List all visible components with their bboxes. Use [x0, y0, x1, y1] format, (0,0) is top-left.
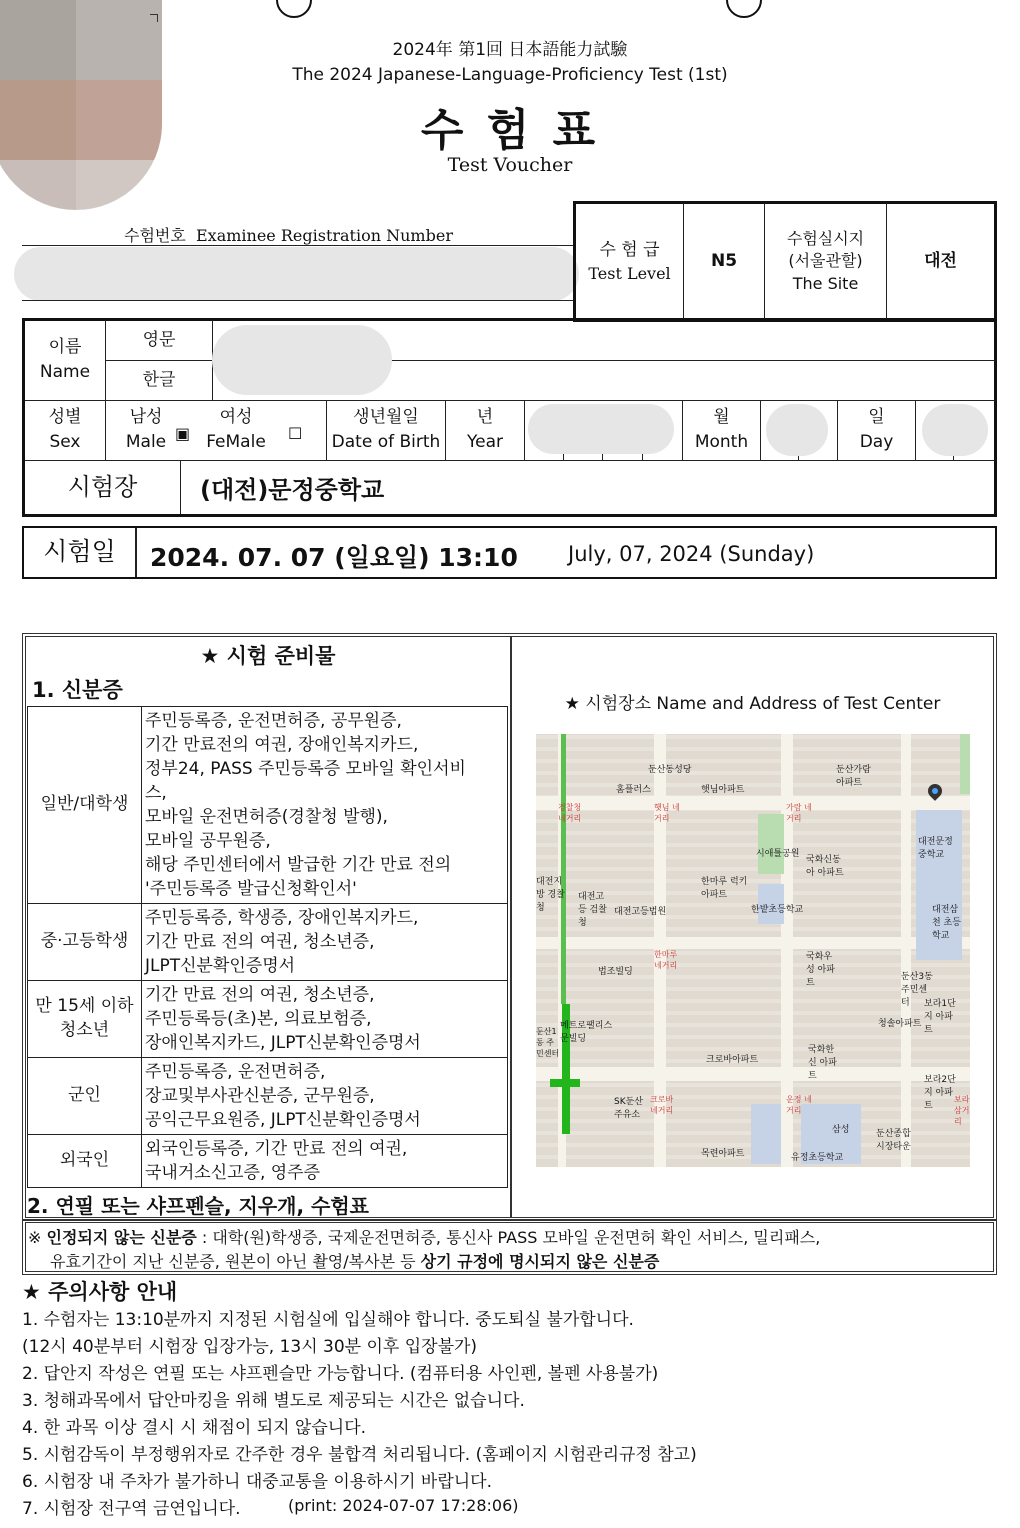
id-desc-student: 주민등록증, 학생증, 장애인복지카드, 기간 만료 전의 여권, 청소년증, JLPT신분확인증명서: [145, 908, 419, 976]
registration-underline-top: [22, 245, 574, 246]
sex-label: 성별 Sex: [48, 406, 82, 452]
id-category-general: 일반/대학생: [28, 707, 142, 903]
print-timestamp: (print: 2024-07-07 17:28:06): [288, 1496, 519, 1515]
page-subtitle: Test Voucher: [447, 154, 573, 176]
birth-month-blurred: [766, 404, 828, 456]
birth-day-blurred: [922, 404, 988, 456]
birth-label: 생년월일 Date of Birth: [331, 406, 441, 452]
id-desc-foreigner: 외국인등록증, 기간 만료 전의 여권, 국내거소신고증, 영주증: [145, 1139, 408, 1183]
notice-item: 4. 한 과목 이상 결시 시 채점이 되지 않습니다.: [22, 1418, 367, 1438]
test-center-map[interactable]: 둔산동성당 홈플러스 햇님아파트 둔산가람 아파트 경찰청 네거리 햇님 네거리 가람 네거리 대전문정 중학교 시애틀공원 한마루 럭키아파트 한밭초등학교 국화신동아 아파트 대전고등 검찰청 대전고등법원 대전삼천 초등학교 대전지방 경찰청 법조빌딩 한마루 네거리 국화우성 아파트 둔산3동 주민센터 보라1단지 아파트 청솔아파트 메트로팰리스 문빌딩 둔산1동 주민센터 크로바아파트 국화한신 아파트 보라2단지 아파트 SK둔산 주유소 크로바 네거리 운정 네거리 삼성 둔산종합 시장타운 목련아파트 유정초등학교 보라 삼거리: [536, 734, 970, 1167]
name-label: 이름 Name: [39, 336, 91, 382]
notices-title: ★ 주의사항 안내: [22, 1280, 178, 1304]
test-level-label: 수 험 급 Test Level: [588, 239, 671, 284]
id-category-student: 중·고등학생: [28, 904, 142, 980]
registration-number-blurred: [14, 247, 579, 301]
test-level-value: N5: [710, 251, 738, 272]
notice-item: 6. 시험장 내 주차가 불가하니 대중교통을 이용하시기 바랍니다.: [22, 1472, 492, 1492]
test-site-value: 대전: [924, 251, 957, 272]
name-korean-label: 한글: [142, 370, 176, 391]
notice-item: (12시 40분부터 시험장 입장가능, 13시 30분 이후 입장불가): [22, 1337, 478, 1357]
notice-item: 7. 시험장 전구역 금연입니다.: [22, 1499, 241, 1519]
venue-label: 시험장: [67, 473, 138, 502]
photo-frame-mark: [150, 14, 158, 22]
punch-hole-right: [726, 0, 762, 18]
name-english-label: 영문: [142, 329, 176, 350]
punch-hole-left: [276, 0, 312, 18]
notice-item: 5. 시험감독이 부정행위자로 간주한 경우 불합격 처리됩니다. (홈페이지 시험관리규정 참고): [22, 1445, 697, 1465]
exam-date-value: 2024. 07. 07 (일요일) 13:10: [150, 543, 518, 572]
id-category-foreigner: 외국인: [28, 1135, 142, 1187]
sex-male-label: 남성 Male: [125, 406, 167, 452]
name-value-blurred: [212, 325, 392, 395]
notice-item: 2. 답안지 작성은 연필 또는 샤프펜슬만 가능합니다. (컴퓨터용 사인펜, 볼펜 사용불가): [22, 1364, 659, 1384]
id-desc-youth: 기간 만료 전의 여권, 청소년증, 주민등록등(초)본, 의료보험증, 장애인복지카드, JLPT신분확인증명서: [145, 985, 421, 1053]
birth-month-label: 월 Month: [694, 406, 749, 452]
id-desc-general: 주민등록증, 운전면허증, 공무원증, 기간 만료전의 여권, 장애인복지카드, 정부24, PASS 주민등록증 모바일 확인서비 스, 모바일 운전면허증(경찰청 발행), 모바일 공무원증, 해당 주민센터에서 발급한 기간 만료 전의 '주민등록증 발급신청확인서': [145, 711, 466, 899]
page-title: 수 험 표: [420, 105, 600, 156]
sex-female-checkbox[interactable]: ☐: [288, 424, 303, 443]
notice-item: 1. 수험자는 13:10분까지 지정된 시험실에 입실해야 합니다. 중도퇴실 불가합니다.: [22, 1310, 634, 1330]
birth-year-blurred: [528, 404, 674, 454]
sex-female-label: 여성 FeMale: [206, 406, 266, 452]
header-line2: The 2024 Japanese-Language-Proficiency Test (1st): [292, 65, 728, 85]
exam-date-label: 시험일: [43, 537, 116, 567]
section-supplies-title: 2. 연필 또는 샤프펜슬, 지우개, 수험표: [27, 1194, 370, 1218]
registration-underline-bottom: [22, 300, 574, 301]
sex-male-checkbox[interactable]: ▣: [175, 424, 191, 443]
preparation-title: ★ 시험 준비물: [200, 644, 336, 668]
map-title: ★ 시험장소 Name and Address of Test Center: [564, 694, 941, 714]
id-category-military: 군인: [28, 1058, 142, 1134]
exam-date-english: July, 07, 2024 (Sunday): [568, 542, 815, 566]
id-desc-military: 주민등록증, 운전면허증, 장교및부사관신분증, 군무원증, 공익근무요원증, JLPT신분확인증명서: [145, 1062, 421, 1130]
test-site-label: 수험실시지 (서울관할) The Site: [786, 228, 865, 293]
birth-year-label: 년 Year: [467, 406, 503, 452]
not-accepted-line2: 유효기간이 지난 신분증, 원본이 아닌 촬영/복사본 등 상기 규정에 명시되지 않은 신분증: [50, 1252, 660, 1271]
birth-day-label: 일 Day: [859, 406, 894, 452]
section-id-title: 1. 신분증: [32, 678, 123, 702]
not-accepted-line1: ※ 인정되지 않는 신분증 : 대학(원)학생증, 국제운전면허증, 통신사 PASS 모바일 운전면허 확인 서비스, 밀리패스,: [28, 1228, 821, 1247]
venue-value: (대전)문정중학교: [200, 476, 385, 504]
id-category-youth: 만 15세 이하 청소년: [28, 981, 142, 1057]
registration-label: 수험번호 Examinee Registration Number: [124, 226, 453, 245]
header-line1: 2024年 第1回 日本語能力試驗: [392, 40, 628, 60]
notice-item: 3. 청해과목에서 답안마킹을 위해 별도로 제공되는 시간은 없습니다.: [22, 1391, 525, 1411]
